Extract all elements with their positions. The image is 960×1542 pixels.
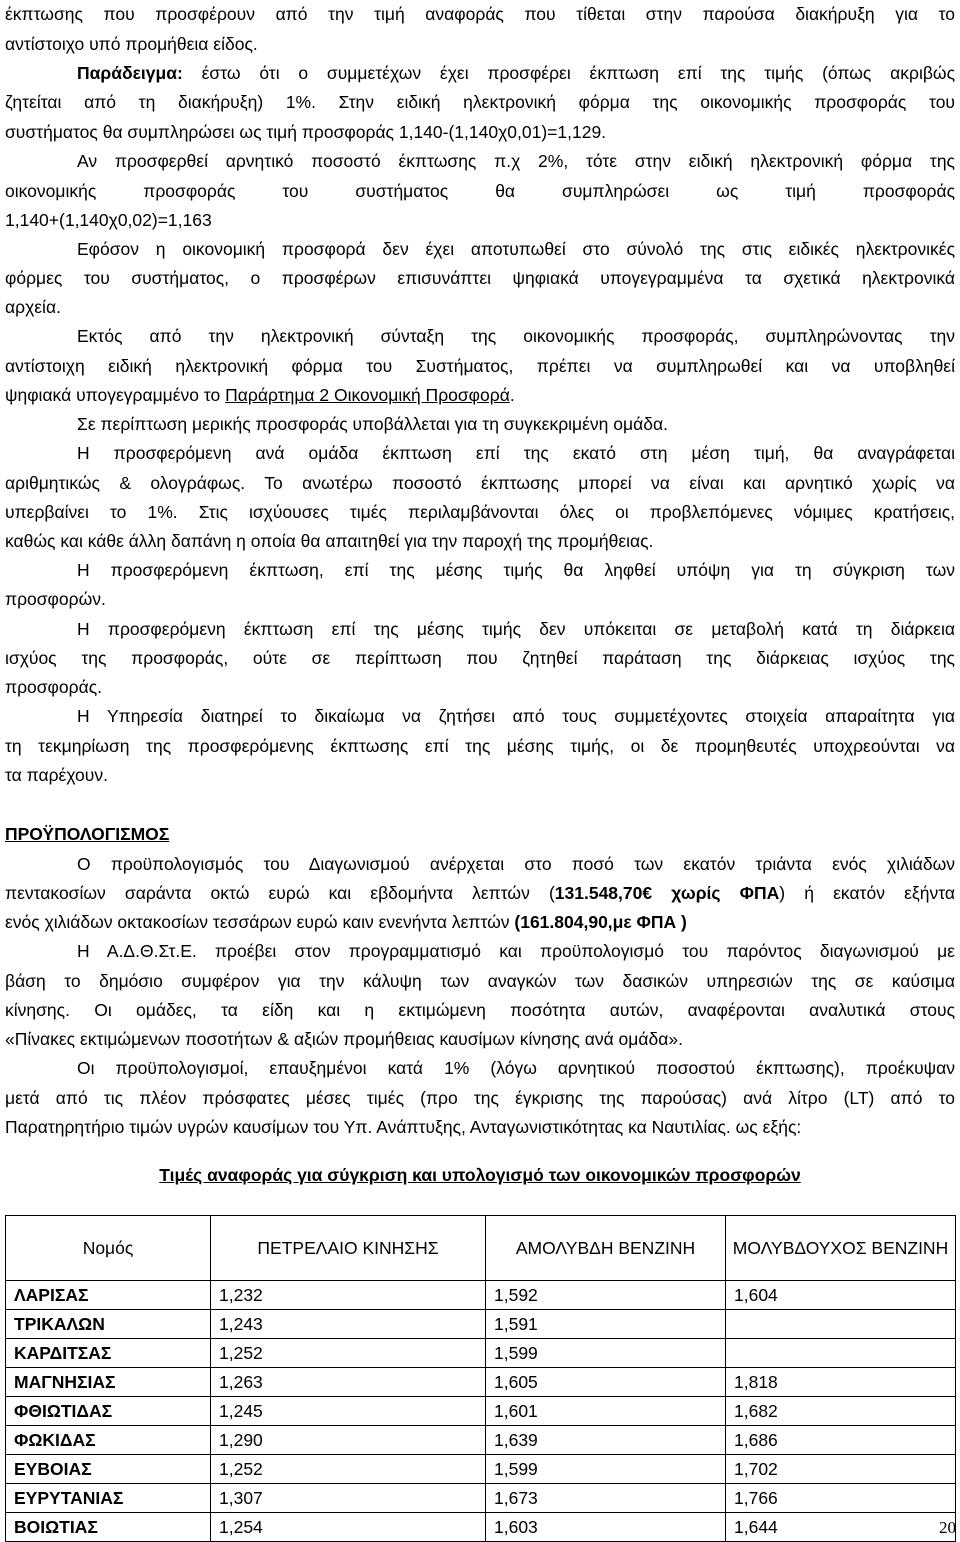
leaded-price-cell: 1,766 [726,1484,956,1513]
example-label: Παράδειγμα: [77,63,183,83]
text-line: αντίστοιχη ειδική ηλεκτρονική φόρμα του Συστήματος, πρέπει να συμπληρωθεί και να υποβληθεί [5,356,955,376]
text-line: συστήματος θα συμπληρώσει ως τιμή προσφοράς 1,140-(1,140χ0,01)=1,129. [5,122,607,142]
prefecture-cell: ΤΡΙΚΑΛΩΝ [6,1310,211,1339]
text-line: φόρμες του συστήματος, ο προσφέρων επισυνάπτει ψηφιακά υπογεγραμμένα τα σχετικά ηλεκτρονικά [5,268,955,288]
text-line: Αν προσφερθεί αρνητικό ποσοστό έκπτωσης π.χ 2%, τότε στην ειδική ηλεκτρονική φόρμα της [77,151,955,171]
table-row [6,1368,956,1397]
table-header-row [6,1216,956,1281]
text-line: αρχεία. [5,297,61,317]
text-line: Η Α.Δ.Θ.Στ.Ε. προέβει στον προγραμματισμό και προϋπολογισμό του παρόντος διαγωνισμού με [77,941,955,961]
leaded-price-cell: 1,644 [726,1513,956,1542]
table-row [6,1397,956,1426]
leaded-price-cell: 1,682 [726,1397,956,1426]
column-header: ΑΜΟΛΥΒΔΗ ΒΕΝΖΙΝΗ [486,1216,726,1281]
text-line: Η προσφερόμενη ανά ομάδα έκπτωση επί της εκατό στη μέση τιμή, θα αναγράφεται [77,443,955,463]
budget-amount: 131.548,70€ χωρίς ΦΠΑ [554,883,780,903]
text-line: Ο προϋπολογισμός του Διαγωνισμού ανέρχεται στο ποσό των εκατόν τριάντα ενός χιλιάδων [77,854,955,874]
unleaded-price-cell: 1,592 [486,1281,726,1310]
text-line: βάση το δημόσιο συμφέρον για την κάλυψη των αναγκών των δασικών υπηρεσιών της σε καύσιμα [5,971,955,991]
unleaded-price-cell: 1,591 [486,1310,726,1339]
unleaded-price-cell: 1,599 [486,1339,726,1368]
diesel-price-cell: 1,290 [211,1426,486,1455]
budget-line [5,907,687,937]
text-line: Εφόσον η οικονομική προσφορά δεν έχει αποτυπωθεί στο σύνολό της στις ειδικές ηλεκτρονικές [77,239,955,259]
text-fragment: έστω ότι ο συμμετέχων έχει προσφέρει έκπτωση επί της τιμής (όπως ακριβώς [182,63,955,83]
column-header: ΜΟΛΥΒΔΟΥΧΟΣ ΒΕΝΖΙΝΗ [726,1216,956,1281]
text-line: «Πίνακες εκτιμώμενων ποσοτήτων & αξιών προμήθειας καυσίμων κίνησης ανά ομάδα». [5,1029,683,1049]
section-heading: ΠΡΟΫΠΟΛΟΓΙΣΜΟΣ [5,824,170,844]
text-line: αντίστοιχο υπό προμήθεια είδος. [5,34,258,54]
text-line: Η προσφερόμενη έκπτωση, επί της μέσης τιμής θα ληφθεί υπόψη για τη σύγκριση των [77,560,955,580]
table-row [6,1281,956,1310]
table-row [6,1484,956,1513]
leaded-price-cell: 1,686 [726,1426,956,1455]
leaded-price-cell: 1,818 [726,1368,956,1397]
text-fragment: . [509,385,515,405]
table-row [6,1426,956,1455]
text-line: τη τεκμηρίωση της προσφερόμενης έκπτωσης επί της μέσης τιμής, οι δε προμηθευτές υποχρεούνται να [5,736,955,756]
text-line: Η Υπηρεσία διατηρεί το δικαίωμα να ζητήσει από τους συμμετέχοντες στοιχεία απαραίτητα για [77,706,955,726]
text-line: τα παρέχουν. [5,765,108,785]
unleaded-price-cell: 1,673 [486,1484,726,1513]
diesel-price-cell: 1,307 [211,1484,486,1513]
reference-prices-table [5,1215,956,1542]
table-title: Τιμές αναφοράς για σύγκριση και υπολογισμό των οικονομικών προσφορών [159,1165,801,1185]
text-line: Εκτός από την ηλεκτρονική σύνταξη της οικονομικής προσφοράς, συμπληρώνοντας την [77,326,955,346]
table-row [6,1455,956,1484]
text-line: Σε περίπτωση μερικής προσφοράς υποβάλλεται για τη συγκεκριμένη ομάδα. [77,414,668,434]
text-line: προσφορών. [5,589,106,609]
table-row [6,1310,956,1339]
unleaded-price-cell: 1,603 [486,1513,726,1542]
unleaded-price-cell: 1,639 [486,1426,726,1455]
text-line: προσφοράς. [5,677,103,697]
text-line: ισχύος της προσφοράς, ούτε σε περίπτωση που ζητηθεί παράταση της διάρκειας ισχύος της [5,648,955,668]
prefecture-cell: ΒΟΙΩΤΙΑΣ [6,1513,211,1542]
text-line: Οι προϋπολογισμοί, επαυξημένοι κατά 1% (λόγω αρνητικού ποσοστού έκπτωσης), προέκυψαν [77,1058,955,1078]
table-row [6,1513,956,1542]
unleaded-price-cell: 1,601 [486,1397,726,1426]
text-line: Παρατηρητήριο τιμών υγρών καυσίμων του Υπ. Ανάπτυξης, Ανταγωνιστικότητας κα Ναυτιλίας. ως εξής: [5,1117,802,1137]
prefecture-cell: ΦΘΙΩΤΙΔΑΣ [6,1397,211,1426]
table-row [6,1339,956,1368]
example-line [5,58,955,88]
diesel-price-cell: 1,243 [211,1310,486,1339]
leaded-price-cell: 1,604 [726,1281,956,1310]
leaded-price-cell: 1,702 [726,1455,956,1484]
budget-line [5,878,955,908]
text-line: κίνησης. Οι ομάδες, τα είδη και η εκτιμώμενη ποσότητα αυτών, αναφέρονται αναλυτικά στους [5,1000,955,1020]
text-line: μετά από τις πλέον πρόσφατες μέσες τιμές (προ της έγκρισης της παρούσας) ανά λίτρο (LT) από το [5,1088,955,1108]
diesel-price-cell: 1,232 [211,1281,486,1310]
text-line: ζητείται από τη διακήρυξη) 1%. Στην ειδική ηλεκτρονική φόρμα της οικονομικής προσφοράς του [5,92,955,112]
text-line: αριθμητικώς & ολογράφως. Το ανωτέρω ποσοστό έκπτωσης μπορεί να είναι και αρνητικό χωρίς να [5,473,955,493]
annex-link[interactable]: Παράρτημα 2 Οικονομική Προσφορά [225,385,510,405]
prefecture-cell: ΚΑΡΔΙΤΣΑΣ [6,1339,211,1368]
prefecture-cell: ΕΥΒΟΙΑΣ [6,1455,211,1484]
prefecture-cell: ΕΥΡΥΤΑΝΙΑΣ [6,1484,211,1513]
text-line: Η προσφερόμενη έκπτωση επί της μέσης τιμής δεν υπόκειται σε μεταβολή κατά τη διάρκεια [77,619,955,639]
text-line: 1,140+(1,140χ0,02)=1,163 [5,210,212,230]
text-line: οικονομικής προσφοράς του συστήματος θα συμπληρώσει ως τιμή προσφοράς [5,181,955,201]
budget-amount: (161.804,90,με ΦΠΑ ) [514,912,687,932]
column-header: Νομός [6,1216,211,1281]
diesel-price-cell: 1,254 [211,1513,486,1542]
unleaded-price-cell: 1,605 [486,1368,726,1397]
text-fragment: ψηφιακά υπογεγραμμένο το [5,385,226,405]
text-fragment: πεντακοσίων σαράντα οκτώ ευρώ και εβδομήντα λεπτών ( [5,883,555,903]
prefecture-cell: ΜΑΓΝΗΣΙΑΣ [6,1368,211,1397]
diesel-price-cell: 1,245 [211,1397,486,1426]
text-line: υπερβαίνει το 1%. Στις ισχύουσες τιμές περιλαμβάνονται όλες οι προβλεπόμενες νόμιμες κρατήσεις, [5,502,955,522]
diesel-price-cell: 1,263 [211,1368,486,1397]
unleaded-price-cell: 1,599 [486,1455,726,1484]
text-line: καθώς και κάθε άλλη δαπάνη η οποία θα απαιτηθεί για την παροχή της προμήθειας. [5,531,654,551]
leaded-price-cell [726,1339,956,1368]
prefecture-cell: ΦΩΚΙΔΑΣ [6,1426,211,1455]
annex-line [5,380,515,410]
column-header: ΠΕΤΡΕΛΑΙΟ ΚΙΝΗΣΗΣ [211,1216,486,1281]
diesel-price-cell: 1,252 [211,1455,486,1484]
text-fragment: ) ή εκατόν εξήντα [779,883,955,903]
leaded-price-cell [726,1310,956,1339]
page-number: 20 [939,1518,956,1537]
text-fragment: ενός χιλιάδων οκτακοσίων τεσσάρων ευρώ καιν ενενήντα λεπτών [5,912,515,932]
diesel-price-cell: 1,252 [211,1339,486,1368]
prefecture-cell: ΛΑΡΙΣΑΣ [6,1281,211,1310]
text-line: έκπτωσης που προσφέρουν από την τιμή αναφοράς που τίθεται στην παρούσα διακήρυξη για το [5,4,955,24]
